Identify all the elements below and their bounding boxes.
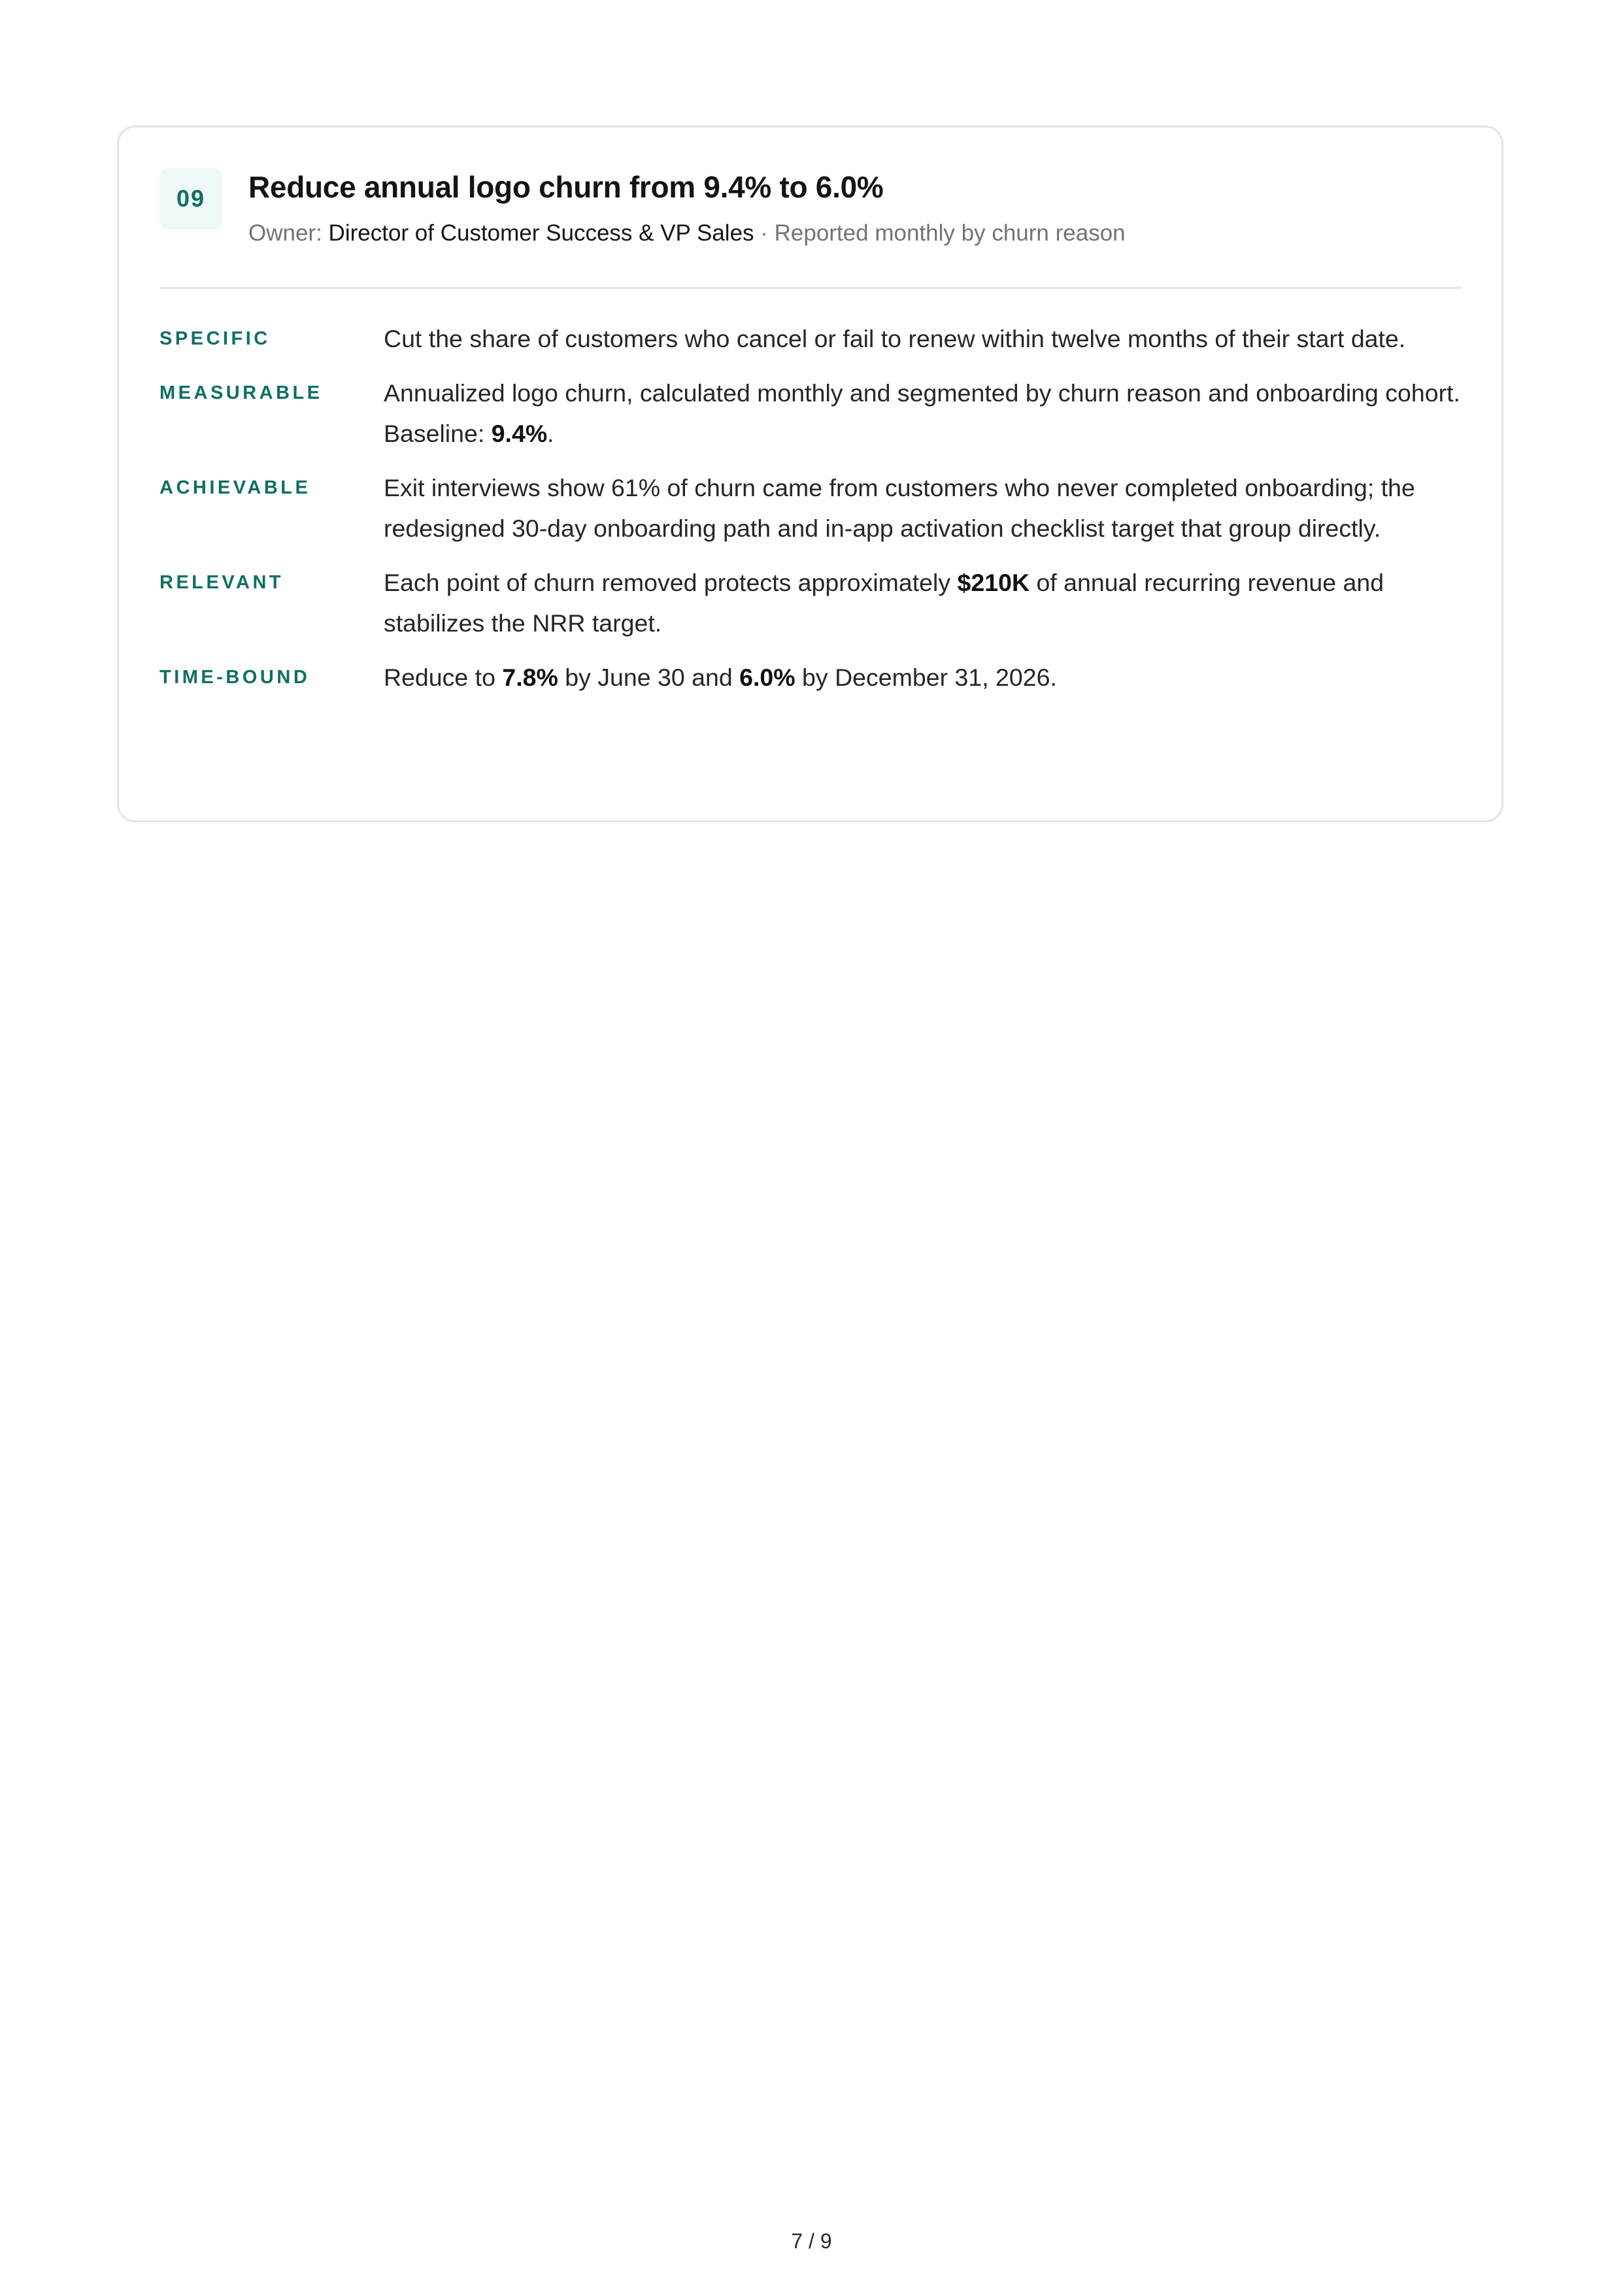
criterion-highlight: 6.0% — [739, 664, 795, 691]
criterion-text-part: Reduce to — [384, 664, 503, 691]
goal-number-badge: 09 — [159, 168, 222, 229]
criterion-text-part: by June 30 and — [558, 664, 740, 691]
criterion-row-specific — [159, 318, 1460, 359]
criterion-row-achievable — [159, 467, 1460, 549]
owner-label: Owner: — [248, 220, 322, 246]
criterion-text — [384, 657, 1460, 698]
criterion-row-measurable — [159, 373, 1460, 454]
criterion-text — [384, 467, 1460, 549]
criterion-text — [384, 562, 1460, 643]
criterion-row-relevant — [159, 562, 1460, 643]
criterion-label: SPECIFIC — [159, 328, 271, 349]
criterion-label: RELEVANT — [159, 572, 284, 593]
criterion-highlight: 9.4% — [491, 420, 548, 447]
criterion-text-part: by December 31, 2026. — [795, 664, 1057, 691]
criterion-highlight: 7.8% — [502, 664, 558, 691]
criterion-text — [384, 373, 1460, 454]
owner-value: Director of Customer Success & VP Sales — [328, 220, 754, 246]
goal-meta — [248, 220, 1126, 246]
criterion-text-part: . — [547, 420, 554, 447]
smart-criteria-list — [159, 318, 1460, 698]
criterion-row-time-bound — [159, 657, 1460, 698]
reporting-note: · Reported monthly by churn reason — [760, 220, 1126, 246]
criterion-text — [384, 318, 1460, 359]
criterion-label: TIME-BOUND — [159, 667, 310, 688]
criterion-highlight: $210K — [957, 569, 1030, 596]
criterion-text-part: Annualized logo churn, calculated monthly and segmented by churn reason and onboarding cohort. Baseline: — [384, 379, 1460, 447]
criterion-text-part: Exit interviews show 61% of churn came from customers who never completed onboarding; the redesigned 30-day onboarding path and in-app activation checklist target that group directly. — [384, 474, 1415, 542]
criterion-text-part: Cut the share of customers who cancel or fail to renew within twelve months of their start date. — [384, 325, 1406, 352]
goal-card — [117, 126, 1503, 822]
criterion-text-part: of annual recurring revenue and stabilizes the NRR target. — [384, 569, 1384, 637]
header-divider — [159, 287, 1462, 289]
goal-title: Reduce annual logo churn from 9.4% to 6.0% — [248, 170, 884, 204]
page-number: 7 / 9 — [791, 2229, 832, 2253]
criterion-label: MEASURABLE — [159, 382, 323, 403]
criterion-text-part: Each point of churn removed protects approximately — [384, 569, 958, 596]
criterion-label: ACHIEVABLE — [159, 477, 311, 498]
